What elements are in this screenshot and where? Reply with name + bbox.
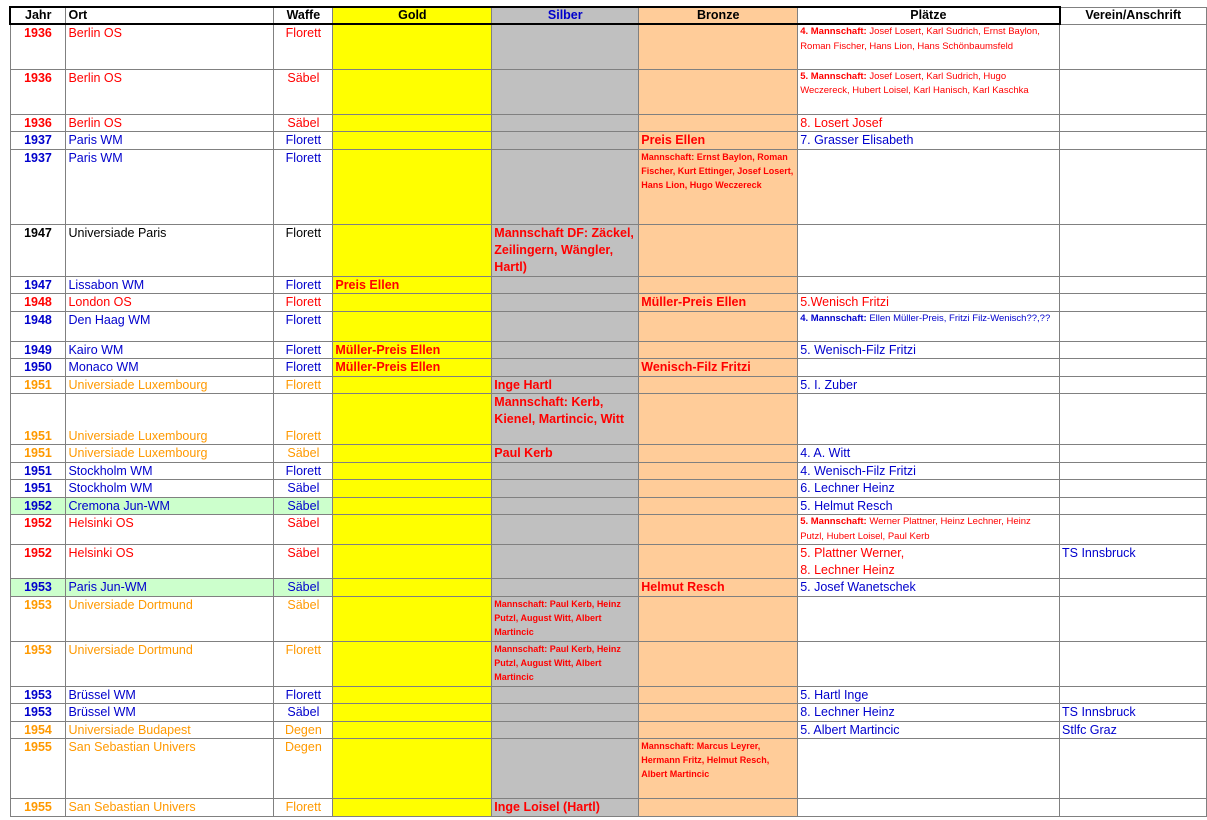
cell-bronze: Helmut Resch [639, 579, 798, 597]
cell-ort: Paris Jun-WM [66, 579, 274, 597]
plaetze-text: Josef Losert, Karl Sudrich, Hugo Weczereck, Hubert Loisel, Karl Hanisch, Karl Kaschka [800, 70, 1029, 96]
cell-gold: Müller-Preis Ellen [333, 359, 492, 377]
plaetze-label: 4. Mannschaft: [800, 312, 867, 324]
cell-plaetze [798, 515, 1060, 545]
cell-silber [492, 686, 639, 704]
cell-bronze [639, 480, 798, 498]
cell-ort: Paris WM [66, 132, 274, 150]
cell-jahr: 1948 [10, 294, 66, 312]
cell-verein [1060, 686, 1207, 704]
table-row [10, 641, 1207, 686]
cell-verein: TS Innsbruck [1060, 704, 1207, 722]
cell-plaetze [798, 799, 1060, 817]
cell-bronze: Mannschaft: Marcus Leyrer, Hermann Fritz, Helmut Resch, Albert Martincic [639, 739, 798, 799]
table-row [10, 579, 1207, 597]
cell-verein [1060, 480, 1207, 498]
cell-jahr: 1949 [10, 341, 66, 359]
cell-bronze [639, 704, 798, 722]
cell-verein [1060, 376, 1207, 394]
cell-silber [492, 311, 639, 341]
table-row [10, 276, 1207, 294]
plaetze-label: 5. Mannschaft: [800, 70, 867, 82]
cell-jahr: 1947 [10, 224, 66, 276]
cell-ort: Kairo WM [66, 341, 274, 359]
cell-silber [492, 739, 639, 799]
cell-gold [333, 114, 492, 132]
cell-gold [333, 69, 492, 114]
cell-verein [1060, 739, 1207, 799]
cell-gold [333, 132, 492, 150]
cell-jahr: 1936 [10, 69, 66, 114]
header-waffe: Waffe [274, 7, 333, 24]
cell-waffe: Degen [274, 739, 333, 799]
cell-waffe: Säbel [274, 69, 333, 114]
cell-bronze [639, 311, 798, 341]
cell-bronze [639, 686, 798, 704]
cell-verein [1060, 799, 1207, 817]
cell-plaetze: 6. Lechner Heinz [798, 480, 1060, 498]
cell-verein [1060, 224, 1207, 276]
cell-ort: Brüssel WM [66, 686, 274, 704]
cell-ort: Berlin OS [66, 114, 274, 132]
cell-bronze [639, 497, 798, 515]
cell-verein [1060, 24, 1207, 69]
cell-waffe: Degen [274, 721, 333, 739]
cell-bronze: Wenisch-Filz Fritzi [639, 359, 798, 377]
table-row [10, 721, 1207, 739]
cell-waffe: Florett [274, 376, 333, 394]
cell-verein [1060, 276, 1207, 294]
cell-ort: Universiade Paris [66, 224, 274, 276]
cell-plaetze [798, 24, 1060, 69]
table-row [10, 114, 1207, 132]
cell-waffe: Florett [274, 311, 333, 341]
table-row [10, 480, 1207, 498]
cell-gold [333, 497, 492, 515]
cell-bronze [639, 224, 798, 276]
cell-ort: San Sebastian Univers [66, 739, 274, 799]
cell-bronze [639, 462, 798, 480]
cell-ort: Stockholm WM [66, 462, 274, 480]
cell-bronze [639, 276, 798, 294]
cell-silber [492, 294, 639, 312]
cell-ort: Den Haag WM [66, 311, 274, 341]
cell-gold [333, 376, 492, 394]
cell-gold [333, 294, 492, 312]
cell-silber [492, 480, 639, 498]
cell-gold: Müller-Preis Ellen [333, 341, 492, 359]
cell-jahr: 1952 [10, 497, 66, 515]
cell-ort: Berlin OS [66, 24, 274, 69]
cell-ort: Universiade Luxembourg [66, 394, 274, 445]
cell-jahr: 1937 [10, 149, 66, 224]
cell-ort: Paris WM [66, 149, 274, 224]
plaetze-line-2: 8. Lechner Heinz [800, 562, 895, 577]
cell-plaetze: 5.Wenisch Fritzi [798, 294, 1060, 312]
cell-silber: Mannschaft: Kerb, Kienel, Martincic, Witt [492, 394, 639, 445]
table-row [10, 462, 1207, 480]
cell-waffe: Säbel [274, 515, 333, 545]
cell-gold [333, 721, 492, 739]
cell-plaetze: 4. A. Witt [798, 445, 1060, 463]
table-row [10, 341, 1207, 359]
cell-bronze [639, 515, 798, 545]
plaetze-label: 4. Mannschaft: [800, 26, 867, 37]
cell-ort: Universiade Dortmund [66, 596, 274, 641]
cell-gold [333, 739, 492, 799]
cell-bronze: Mannschaft: Ernst Baylon, Roman Fischer, Kurt Ettinger, Josef Losert, Hans Lion, Hugo Weczereck [639, 149, 798, 224]
table-row [10, 294, 1207, 312]
cell-plaetze [798, 596, 1060, 641]
cell-jahr: 1953 [10, 641, 66, 686]
cell-waffe: Säbel [274, 114, 333, 132]
header-verein: Verein/Anschrift [1060, 7, 1207, 24]
plaetze-text: Ellen Müller-Preis, Fritzi Filz-Wenisch??,?? [866, 312, 1051, 324]
cell-gold [333, 445, 492, 463]
cell-verein [1060, 394, 1207, 445]
cell-plaetze [798, 276, 1060, 294]
cell-ort: Berlin OS [66, 69, 274, 114]
header-plaetze: Plätze [798, 7, 1060, 24]
cell-verein [1060, 462, 1207, 480]
cell-ort: Cremona Jun-WM [66, 497, 274, 515]
cell-ort: Universiade Budapest [66, 721, 274, 739]
cell-waffe: Florett [274, 149, 333, 224]
cell-waffe: Florett [274, 394, 333, 445]
cell-waffe: Florett [274, 686, 333, 704]
cell-gold [333, 394, 492, 445]
table-row [10, 24, 1207, 69]
cell-plaetze [798, 739, 1060, 799]
header-ort: Ort [66, 7, 274, 24]
cell-waffe: Säbel [274, 480, 333, 498]
cell-silber: Mannschaft: Paul Kerb, Heinz Putzl, August Witt, Albert Martincic [492, 596, 639, 641]
cell-gold [333, 24, 492, 69]
cell-gold [333, 641, 492, 686]
cell-waffe: Florett [274, 341, 333, 359]
header-bronze: Bronze [639, 7, 798, 24]
cell-silber: Inge Loisel (Hartl) [492, 799, 639, 817]
cell-jahr: 1951 [10, 462, 66, 480]
cell-ort: Brüssel WM [66, 704, 274, 722]
cell-silber [492, 462, 639, 480]
cell-waffe: Säbel [274, 497, 333, 515]
cell-verein [1060, 641, 1207, 686]
cell-bronze [639, 341, 798, 359]
cell-bronze: Müller-Preis Ellen [639, 294, 798, 312]
cell-silber [492, 114, 639, 132]
cell-plaetze [798, 69, 1060, 114]
plaetze-line-1: 5. Plattner Werner, [800, 546, 905, 560]
cell-waffe: Säbel [274, 579, 333, 597]
cell-plaetze: 8. Lechner Heinz [798, 704, 1060, 722]
cell-gold [333, 686, 492, 704]
cell-verein [1060, 341, 1207, 359]
table-row [10, 359, 1207, 377]
cell-silber [492, 341, 639, 359]
cell-gold [333, 545, 492, 579]
cell-bronze [639, 641, 798, 686]
cell-jahr: 1947 [10, 276, 66, 294]
cell-jahr: 1955 [10, 739, 66, 799]
table-row [10, 224, 1207, 276]
cell-plaetze: 4. Wenisch-Filz Fritzi [798, 462, 1060, 480]
cell-jahr: 1953 [10, 704, 66, 722]
cell-plaetze: 5. Helmut Resch [798, 497, 1060, 515]
header-gold: Gold [333, 7, 492, 24]
cell-verein [1060, 149, 1207, 224]
table-row [10, 445, 1207, 463]
cell-plaetze: 8. Losert Josef [798, 114, 1060, 132]
cell-waffe: Säbel [274, 596, 333, 641]
plaetze-label: 5. Mannschaft: [800, 516, 867, 527]
cell-gold [333, 799, 492, 817]
cell-bronze [639, 376, 798, 394]
cell-waffe: Florett [274, 359, 333, 377]
cell-waffe: Säbel [274, 445, 333, 463]
cell-gold [333, 149, 492, 224]
table-row [10, 545, 1207, 579]
cell-waffe: Florett [274, 132, 333, 150]
cell-waffe: Florett [274, 276, 333, 294]
cell-jahr: 1951 [10, 376, 66, 394]
cell-waffe: Säbel [274, 704, 333, 722]
cell-ort: Universiade Luxembourg [66, 445, 274, 463]
cell-jahr: 1937 [10, 132, 66, 150]
cell-silber [492, 579, 639, 597]
cell-waffe: Florett [274, 641, 333, 686]
header-silber: Silber [492, 7, 639, 24]
table-row [10, 596, 1207, 641]
cell-silber [492, 497, 639, 515]
cell-bronze [639, 114, 798, 132]
cell-ort: Universiade Luxembourg [66, 376, 274, 394]
cell-plaetze: 5. Josef Wanetschek [798, 579, 1060, 597]
cell-silber: Mannschaft: Paul Kerb, Heinz Putzl, August Witt, Albert Martincic [492, 641, 639, 686]
table-row [10, 739, 1207, 799]
cell-waffe: Säbel [274, 545, 333, 579]
cell-ort: Helsinki OS [66, 515, 274, 545]
table-row [10, 799, 1207, 817]
cell-plaetze [798, 545, 1060, 579]
cell-plaetze: 5. Wenisch-Filz Fritzi [798, 341, 1060, 359]
cell-waffe: Florett [274, 294, 333, 312]
cell-bronze: Preis Ellen [639, 132, 798, 150]
cell-silber: Mannschaft DF: Zäckel, Zeilingern, Wängler, Hartl) [492, 224, 639, 276]
cell-jahr: 1951 [10, 394, 66, 445]
table-row [10, 69, 1207, 114]
cell-bronze [639, 445, 798, 463]
cell-gold [333, 311, 492, 341]
cell-bronze [639, 69, 798, 114]
cell-plaetze: 7. Grasser Elisabeth [798, 132, 1060, 150]
cell-silber [492, 149, 639, 224]
cell-ort: Lissabon WM [66, 276, 274, 294]
cell-waffe: Florett [274, 24, 333, 69]
cell-gold [333, 224, 492, 276]
cell-silber [492, 276, 639, 294]
cell-gold [333, 480, 492, 498]
table-row [10, 704, 1207, 722]
table-row [10, 686, 1207, 704]
cell-verein: TS Innsbruck [1060, 545, 1207, 579]
cell-plaetze: 5. Albert Martincic [798, 721, 1060, 739]
plaetze-text: Josef Losert, Karl Sudrich, Ernst Baylon, Roman Fischer, Hans Lion, Hans Schönbaumsfeld [800, 26, 1040, 52]
cell-jahr: 1936 [10, 114, 66, 132]
cell-jahr: 1950 [10, 359, 66, 377]
cell-silber [492, 359, 639, 377]
cell-verein [1060, 311, 1207, 341]
cell-waffe: Florett [274, 224, 333, 276]
cell-verein [1060, 132, 1207, 150]
cell-silber: Paul Kerb [492, 445, 639, 463]
cell-silber [492, 132, 639, 150]
cell-gold [333, 579, 492, 597]
cell-plaetze [798, 394, 1060, 445]
cell-plaetze [798, 311, 1060, 341]
cell-jahr: 1953 [10, 596, 66, 641]
header-jahr: Jahr [10, 7, 66, 24]
cell-bronze [639, 545, 798, 579]
cell-plaetze [798, 359, 1060, 377]
cell-bronze [639, 721, 798, 739]
plaetze-text: Werner Plattner, Heinz Lechner, Heinz Putzl, Hubert Loisel, Paul Kerb [800, 516, 1031, 542]
cell-verein [1060, 294, 1207, 312]
cell-jahr: 1953 [10, 579, 66, 597]
cell-silber [492, 515, 639, 545]
cell-jahr: 1954 [10, 721, 66, 739]
cell-plaetze [798, 149, 1060, 224]
cell-bronze [639, 394, 798, 445]
cell-gold: Preis Ellen [333, 276, 492, 294]
cell-jahr: 1936 [10, 24, 66, 69]
cell-waffe: Florett [274, 462, 333, 480]
cell-plaetze: 5. Hartl Inge [798, 686, 1060, 704]
cell-ort: San Sebastian Univers [66, 799, 274, 817]
cell-waffe: Florett [274, 799, 333, 817]
cell-verein [1060, 497, 1207, 515]
results-table [9, 6, 1207, 817]
cell-plaetze: 5. I. Zuber [798, 376, 1060, 394]
cell-gold [333, 704, 492, 722]
cell-verein [1060, 515, 1207, 545]
cell-plaetze [798, 641, 1060, 686]
cell-bronze [639, 24, 798, 69]
cell-gold [333, 596, 492, 641]
cell-ort: Helsinki OS [66, 545, 274, 579]
cell-verein: Stlfc Graz [1060, 721, 1207, 739]
cell-jahr: 1951 [10, 445, 66, 463]
cell-silber: Inge Hartl [492, 376, 639, 394]
table-row [10, 515, 1207, 545]
table-row [10, 394, 1207, 445]
table-row [10, 497, 1207, 515]
cell-jahr: 1955 [10, 799, 66, 817]
table-row [10, 132, 1207, 150]
cell-plaetze [798, 224, 1060, 276]
cell-jahr: 1952 [10, 515, 66, 545]
table-row [10, 311, 1207, 341]
cell-jahr: 1953 [10, 686, 66, 704]
cell-verein [1060, 114, 1207, 132]
cell-bronze [639, 596, 798, 641]
cell-ort: Stockholm WM [66, 480, 274, 498]
cell-verein [1060, 445, 1207, 463]
cell-verein [1060, 69, 1207, 114]
header-row [10, 7, 1207, 24]
cell-silber [492, 704, 639, 722]
cell-gold [333, 515, 492, 545]
cell-silber [492, 24, 639, 69]
table-row [10, 376, 1207, 394]
cell-verein [1060, 359, 1207, 377]
cell-gold [333, 462, 492, 480]
cell-ort: Monaco WM [66, 359, 274, 377]
cell-verein [1060, 579, 1207, 597]
cell-silber [492, 545, 639, 579]
cell-bronze [639, 799, 798, 817]
cell-jahr: 1948 [10, 311, 66, 341]
cell-ort: Universiade Dortmund [66, 641, 274, 686]
cell-jahr: 1952 [10, 545, 66, 579]
cell-verein [1060, 596, 1207, 641]
cell-silber [492, 69, 639, 114]
cell-ort: London OS [66, 294, 274, 312]
cell-jahr: 1951 [10, 480, 66, 498]
table-row [10, 149, 1207, 224]
cell-silber [492, 721, 639, 739]
